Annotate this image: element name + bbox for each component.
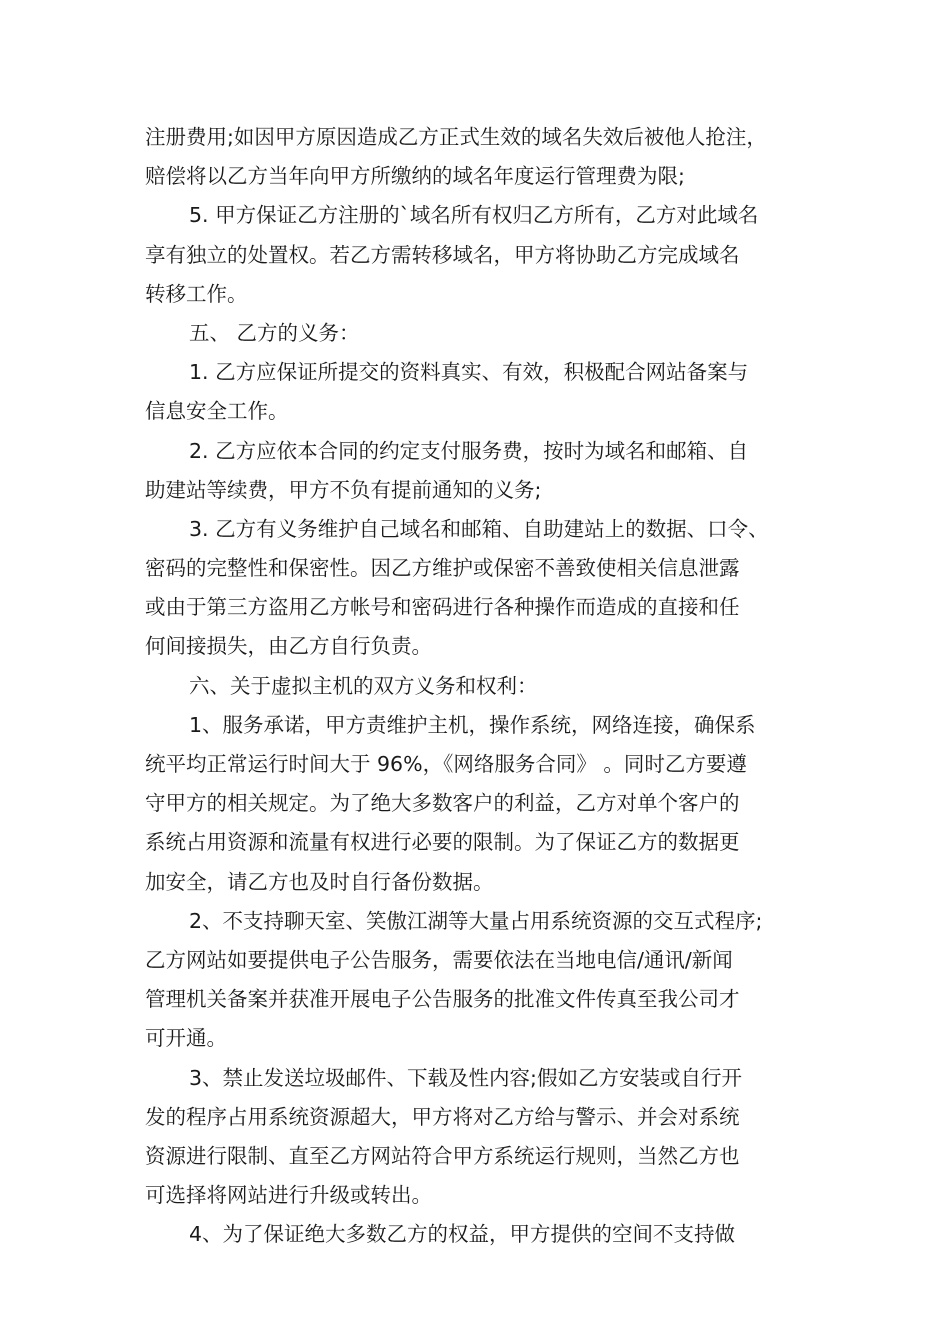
text-line: 统平均正常运行时间大于 96%，《网络服务合同》 。同时乙方要遵 [145,752,747,776]
text-line: 3、禁止发送垃圾邮件、下载及性内容;假如乙方安装或自行开 [189,1065,742,1090]
text-line: 1、服务承诺，甲方责维护主机，操作系统，网络连接，确保系 [189,712,756,737]
text-line: 可开通。 [145,1026,227,1051]
text-line: 系统占用资源和流量有权进行必要的限制。为了保证乙方的数据更 [145,830,740,855]
text-line: 3. 乙方有义务维护自己域名和邮箱、自助建站上的数据、口令、 [189,516,769,541]
text-line: 管理机关备案并获准开展电子公告服务的批准文件传真至我公司才 [145,987,740,1012]
text-line: 1. 乙方应保证所提交的资料真实、有效，积极配合网站备案与 [189,360,749,385]
document-body [145,118,835,1254]
text-line: 守甲方的相关规定。为了绝大多数客户的利益，乙方对单个客户的 [145,791,740,816]
section-heading: 六、关于虚拟主机的双方义务和权利： [189,673,538,698]
text-line: 乙方网站如要提供电子公告服务，需要依法在当地电信/通讯/新闻 [145,947,733,972]
text-line: 可选择将网站进行升级或转出。 [145,1183,432,1208]
text-line: 信息安全工作。 [145,399,289,424]
text-line: 加安全，请乙方也及时自行备份数据。 [145,869,494,894]
text-line: 何间接损失，由乙方自行负责。 [145,634,432,659]
text-line: 赔偿将以乙方当年向甲方所缴纳的域名年度运行管理费为限; [145,164,685,189]
text-line: 2. 乙方应依本合同的约定支付服务费，按时为域名和邮箱、自 [189,438,749,463]
text-line: 2、不支持聊天室、笑傲江湖等大量占用系统资源的交互式程序; [189,908,763,933]
section-heading: 五、 乙方的义务： [189,320,360,345]
text-line: 资源进行限制、直至乙方网站符合甲方系统运行规则，当然乙方也 [145,1143,740,1168]
text-line: 发的程序占用系统资源超大，甲方将对乙方给与警示、并会对系统 [145,1104,740,1129]
text-line: 转移工作。 [145,281,248,306]
text-line: 5. 甲方保证乙方注册的`域名所有权归乙方所有，乙方对此域名 [189,203,759,228]
text-line: 享有独立的处置权。若乙方需转移域名，甲方将协助乙方完成域名 [145,242,740,267]
text-line: 4、为了保证绝大多数乙方的权益，甲方提供的空间不支持做 [189,1222,736,1247]
text-line: 密码的完整性和保密性。因乙方维护或保密不善致使相关信息泄露 [145,556,740,581]
text-line: 助建站等续费，甲方不负有提前通知的义务; [145,477,542,502]
text-line: 或由于第三方盗用乙方帐号和密码进行各种操作而造成的直接和任 [145,595,740,620]
text-line: 注册费用;如因甲方原因造成乙方正式生效的域名失效后被他人抢注， [145,125,767,149]
